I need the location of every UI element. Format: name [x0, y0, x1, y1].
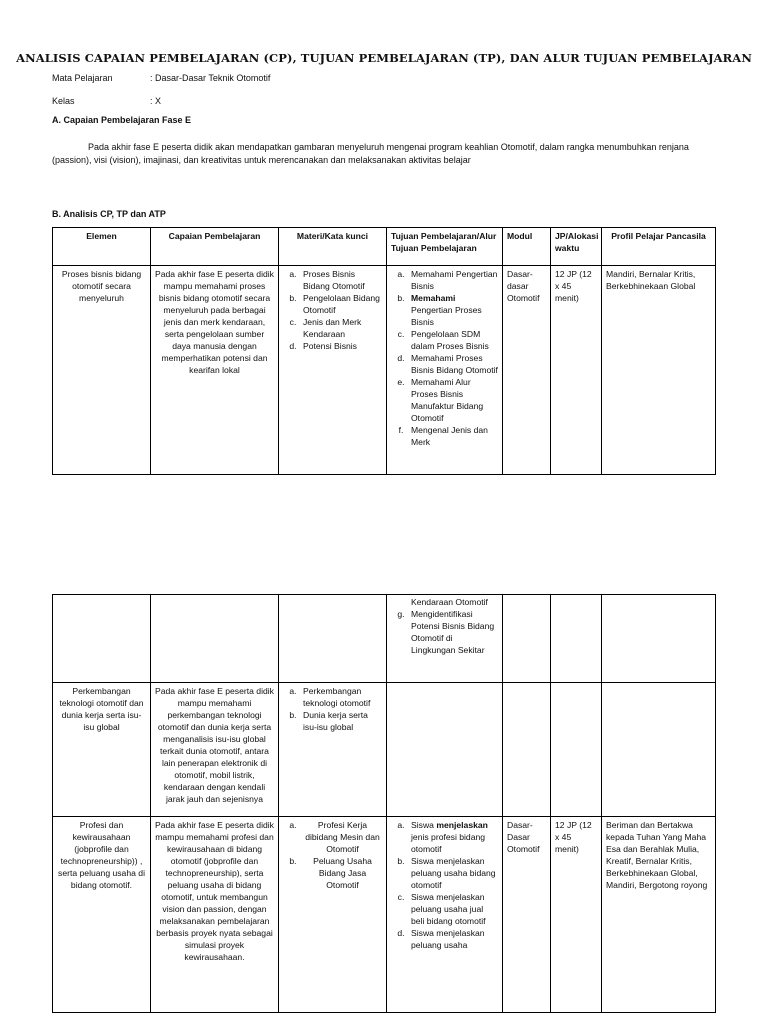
- jp-cell: 12 JP (12 x 45 menit): [551, 817, 602, 1013]
- list-text: Dunia kerja serta isu-isu global: [303, 710, 368, 732]
- materi-cell: [279, 595, 387, 683]
- list-item: [391, 352, 498, 376]
- cp-cell: Pada akhir fase E peserta didik mampu memahami perkembangan teknologi otomotif dan dunia kerja serta menganalisis isu-isu global terkait dunia otomotif, antara lain penerapan elektronik di otomotif, mobil listrik, kendaraan dengan kendali jarak jauh dan sejenisnya: [151, 683, 279, 817]
- profil-cell: Beriman dan Bertakwa kepada Tuhan Yang Maha Esa dan Berahlak Mulia, Kreatif, Bernalar Kritis, Berkebhinekaan Global, Mandiri, Bergotong royong: [602, 817, 716, 1013]
- list-item: [391, 927, 498, 951]
- materi-list: [283, 685, 382, 733]
- modul-cell: Dasar-dasar Otomotif: [503, 266, 551, 475]
- list-item: [391, 819, 498, 855]
- header-elemen: Elemen: [53, 228, 151, 266]
- list-item: [391, 855, 498, 891]
- plain-text: Siswa: [411, 820, 437, 830]
- cp-cell: Pada akhir fase E peserta didik mampu memahami proses bisnis bidang otomotif secara menyeluruh pada berbagai jenis dan merk kendaraan, serta pengelolaan sumber daya manusia dengan memperhatikan potensi dan kearifan lokal: [151, 266, 279, 475]
- jp-cell: [551, 683, 602, 817]
- section-a-heading: A. Capaian Pembelajaran Fase E: [52, 115, 192, 125]
- tp-list: [391, 608, 498, 656]
- list-text: Profesi Kerja dibidang Mesin dan Otomotif: [305, 820, 380, 854]
- list-item: [283, 340, 382, 352]
- list-marker: d.: [397, 928, 405, 938]
- bold-text: Memahami: [411, 293, 456, 303]
- list-text: Peluang Usaha Bidang Jasa Otomotif: [313, 856, 372, 890]
- tp-continued-text: Kendaraan Otomotif: [411, 597, 488, 607]
- list-marker: a.: [289, 269, 297, 279]
- list-marker: b.: [397, 856, 405, 866]
- header-modul: Modul: [503, 228, 551, 266]
- list-item: [391, 376, 498, 424]
- list-marker: a.: [397, 820, 405, 830]
- elemen-cell: Profesi dan kewirausahaan (jobprofile dan technopreneurship)) , serta peluang usaha di bidang otomotif.: [53, 817, 151, 1013]
- list-item: [391, 424, 498, 448]
- header-tujuan: Tujuan Pembelajaran/Alur Tujuan Pembelajaran: [387, 228, 503, 266]
- list-item: [283, 709, 382, 733]
- section-b-heading: B. Analisis CP, TP dan ATP: [52, 209, 166, 219]
- list-marker: f.: [398, 425, 404, 435]
- jp-cell: 12 JP (12 x 45 menit): [551, 266, 602, 475]
- list-marker: c.: [397, 329, 405, 339]
- list-item: [391, 328, 498, 352]
- list-text: Proses Bisnis Bidang Otomotif: [303, 269, 365, 291]
- cp-cell: [151, 595, 279, 683]
- tp-list: [391, 819, 498, 951]
- list-item: [283, 819, 382, 855]
- table-row: [53, 683, 716, 817]
- list-marker: c.: [397, 892, 405, 902]
- tp-cell: [387, 683, 503, 817]
- list-marker: b.: [289, 710, 297, 720]
- header-jp: JP/Alokasi waktu: [551, 228, 602, 266]
- list-item: [391, 891, 498, 927]
- modul-cell: [503, 595, 551, 683]
- table-row: [53, 595, 716, 683]
- list-item: [391, 292, 498, 328]
- plain-text: Pengertian Proses Bisnis: [411, 305, 482, 327]
- table-header-row: [53, 228, 716, 266]
- list-item: [283, 685, 382, 709]
- list-marker: a.: [397, 269, 405, 279]
- materi-cell: [279, 266, 387, 475]
- profil-cell: [602, 683, 716, 817]
- list-text: Memahami Proses Bisnis Bidang Otomotif: [411, 353, 498, 375]
- cp-tp-atp-table: [52, 227, 716, 475]
- list-text: [411, 819, 498, 855]
- header-capaian: Capaian Pembelajaran: [151, 228, 279, 266]
- list-marker: a.: [289, 686, 297, 696]
- list-marker: b.: [289, 293, 297, 303]
- tp-cell: [387, 817, 503, 1013]
- subject-label: Mata Pelajaran: [52, 73, 113, 83]
- subject-row: [52, 73, 270, 83]
- list-item: [283, 292, 382, 316]
- list-text: Memahami Alur Proses Bisnis Manufaktur Bidang Otomotif: [411, 377, 484, 423]
- elemen-cell: Perkembangan teknologi otomotif dan dunia kerja serta isu-isu global: [53, 683, 151, 817]
- list-marker: b.: [289, 856, 297, 866]
- list-item: [391, 608, 498, 656]
- cp-cell: Pada akhir fase E peserta didik mampu memahami profesi dan kewirausahaan di bidang otomotif (jobprofile dan technopreneurship), serta peluang usaha di bidang otomotif, untuk membangun vision dan passion, dengan melaksanakan pembelajaran berbasis proyek nyata sebagai simulasi proyek kewirausahaan.: [151, 817, 279, 1013]
- header-materi: Materi/Kata kunci: [279, 228, 387, 266]
- list-marker: e.: [397, 377, 405, 387]
- tp-cell: [387, 595, 503, 683]
- list-text: Perkembangan teknologi otomotif: [303, 686, 371, 708]
- modul-cell: Dasar-Dasar Otomotif: [503, 817, 551, 1013]
- section-a-paragraph: Pada akhir fase E peserta didik akan mendapatkan gambaran menyeluruh mengenai program keahlian Otomotif, dalam rangka menumbuhkan renjana (passion), visi (vision), imajinasi, dan kreativitas untuk merencanakan dan melaksanakan aktivitas belajar: [52, 142, 689, 165]
- list-marker: d.: [289, 341, 297, 351]
- elemen-cell: Proses bisnis bidang otomotif secara menyeluruh: [53, 266, 151, 475]
- tp-cell: [387, 266, 503, 475]
- elemen-cell: [53, 595, 151, 683]
- list-item: [283, 855, 382, 891]
- class-row: [52, 96, 161, 106]
- list-item: [283, 268, 382, 292]
- materi-list: [283, 268, 382, 352]
- subject-value: : Dasar-Dasar Teknik Otomotif: [150, 73, 271, 83]
- list-text: Pengelolaan Bidang Otomotif: [303, 293, 380, 315]
- list-text: Memahami Pengertian Bisnis: [411, 269, 498, 291]
- class-value: : X: [150, 96, 162, 106]
- class-label: Kelas: [52, 96, 75, 106]
- bold-text: menjelaskan: [436, 820, 488, 830]
- list-text: Siswa menjelaskan peluang usaha jual beli bidang otomotif: [411, 892, 486, 926]
- list-marker: c.: [289, 317, 297, 327]
- table-row: [53, 817, 716, 1013]
- materi-cell: [279, 683, 387, 817]
- jp-cell: [551, 595, 602, 683]
- profil-cell: [602, 595, 716, 683]
- list-marker: g.: [397, 609, 405, 619]
- list-item: [283, 316, 382, 340]
- header-profil: Profil Pelajar Pancasila: [602, 228, 716, 266]
- list-item: [391, 268, 498, 292]
- list-text: Siswa menjelaskan peluang usaha bidang otomotif: [411, 856, 496, 890]
- page-title: ANALISIS CAPAIAN PEMBELAJARAN (CP), TUJUAN PEMBELAJARAN (TP), DAN ALUR TUJUAN PEMBELAJARAN: [16, 51, 752, 65]
- list-text: Potensi Bisnis: [303, 341, 357, 351]
- list-marker: d.: [397, 353, 405, 363]
- materi-cell: [279, 817, 387, 1013]
- tp-list: [391, 268, 498, 448]
- list-marker: a.: [289, 820, 297, 830]
- list-marker: b.: [397, 293, 405, 303]
- plain-text: jenis profesi bidang otomotif: [411, 832, 486, 854]
- modul-cell: [503, 683, 551, 817]
- profil-cell: Mandiri, Bernalar Kritis, Berkebhinekaan Global: [602, 266, 716, 475]
- list-text: Mengidentifikasi Potensi Bisnis Bidang Otomotif di Lingkungan Sekitar: [411, 609, 495, 655]
- list-text: Jenis dan Merk Kendaraan: [303, 317, 362, 339]
- cp-tp-atp-table-continued: [52, 594, 716, 1013]
- list-text: Mengenal Jenis dan Merk: [411, 425, 488, 447]
- list-text: [411, 292, 498, 328]
- materi-list: [283, 819, 382, 891]
- list-text: Pengelolaan SDM dalam Proses Bisnis: [411, 329, 489, 351]
- table-row: [53, 266, 716, 475]
- list-text: Siswa menjelaskan peluang usaha: [411, 928, 485, 950]
